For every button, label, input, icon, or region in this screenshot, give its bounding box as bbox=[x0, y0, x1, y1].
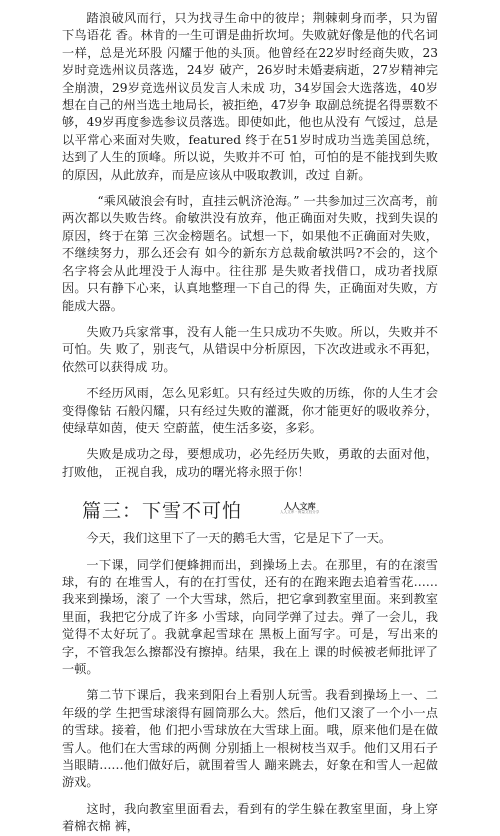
paragraph-mother-of-success: 失败是成功之母，要想成功，必先经历失败，勇敢的去面对他，打败他， 正视自我，成功的曙光将永照于你！ bbox=[62, 447, 438, 479]
section-heading-row bbox=[62, 490, 438, 524]
section-title: 篇三：下雪不可怕 bbox=[82, 500, 243, 523]
paragraph-first-break: 一下课，同学们便蜂拥而出，到操场上去。在那里，有的在滚雪球，有的 在堆雪人，有的在打雪仗，还有的在跑来跑去追着雪花……我来到操场，滚了 一个大雪球，然后，把它拿到教室里面。来到教室里面，我把它分成了许多 小雪球，向同学弹了过去。弹了一会儿，我觉得不太好玩了。我就拿起雪球在 黑板上面写字。可是，写出来的字，不管我怎么擦都没有擦掉。结果，我在上 课的时候被老师批评了一顿。 bbox=[62, 557, 438, 676]
paragraph-rainbow: 不经历风雨，怎么见彩虹。只有经过失败的历练，你的人生才会变得像钻 石般闪耀，只有经过失败的灌溉，你才能更好的吸收养分，使绿草如茵，使天 空蔚蓝，使生活多姿，多彩。 bbox=[62, 386, 438, 435]
paragraph-yu-minhong: “乘风破浪会有时，直挂云帆济沧海。” 一共参加过三次高考，前两次都以失败告终。俞敏洪没有放弃，他正确面对失败，找到失误的原因，终于在第 三次金榜题名。试想一下，如果他不正确面对失败，不继续努力，那么还会有 如今的新东方总裁俞敏洪吗?不会的，这个名字将会从此埋没于人海中。往往那 是失败者找借口，成功者找原因。只有静下心来，认真地整理一下自己的得 失，正确面对失败，方能成大器。 bbox=[62, 194, 438, 313]
paragraph-classroom: 这时，我向教室里面看去，看到有的学生躲在教室里面，身上穿着棉衣棉 裤， bbox=[62, 801, 438, 834]
watermark-title: 人人文库 bbox=[283, 501, 316, 512]
paragraph-snow-day: 今天，我们这里下了一天的鹅毛大雪，它是足下了一天。 bbox=[86, 531, 392, 546]
watermark-subtitle: 人人文库 · 海量文档分享 bbox=[280, 510, 320, 515]
paragraph-lincoln: 踏浪破风而行，只为找寻生命中的彼岸；荆棘刺身而孝，只为留下鸟语花 香。林肯的一生可谓是曲折坎坷。失败就好像是他的代名词一样，总是光环股 闪耀于他的头顶。他曾经在22岁时经商失败，23岁时竞选州议员落选，24岁 破产，26岁时未婚妻病逝，27岁精神完全崩溃，29岁竞选州议员发言人未成 功，34岁国会大选落选，40岁想在自己的州当选土地局长，被拒绝，47岁争 取副总统提名得票数不够，49岁再度参选参议员落选。即使如此，他也从没有 气馁过，总是以平常心来面对失败，featured 终于在51岁时成功当选美国总统，达到了人生的顶峰。所以说，失败并不可 怕，可怕的是不能找到失败的原因，从此放弃，而是应该从中吸取教训，改过 自新。 bbox=[62, 11, 438, 182]
paragraph-second-break: 第二节下课后，我来到阳台上看别人玩雪。我看到操场上一、二年级的学 生把雪球滚得有圆筒那么大。然后，他们又滚了一个小一点的雪球。接着，他 们把小雪球放在大雪球上面。哦，原来他们是在做雪人。他们在大雪球的两侧 分别插上一根树枝当双手。他们又用石子当眼睛……他们做好后，就围着雪人 蹦来跳去，好象在和雪人一起做游戏。 bbox=[62, 688, 438, 790]
watermark-logo bbox=[280, 502, 319, 515]
paragraph-failure-common: 失败乃兵家常事，没有人能一生只成功不失败。所以，失败并不可怕。失 败了，别丧气，从错误中分析原因，下次改进或永不再犯，依然可以获得成 功。 bbox=[62, 324, 438, 374]
